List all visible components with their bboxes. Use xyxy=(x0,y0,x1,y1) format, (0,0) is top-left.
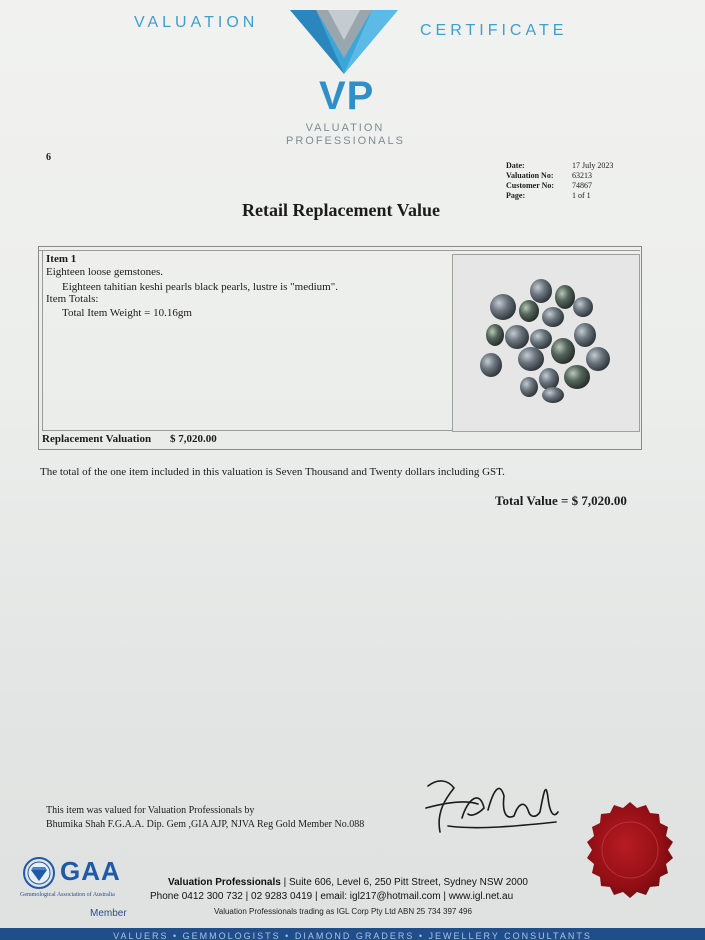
pearl-photo xyxy=(452,254,640,432)
logo-vp-letters: VP xyxy=(319,74,375,118)
footer-band-text: VALUERS • GEMMOLOGISTS • DIAMOND GRADERS • JEWELLERY CONSULTANTS xyxy=(113,931,592,940)
signature-image xyxy=(418,768,560,840)
page-number: 6 xyxy=(46,152,51,163)
gaa-subtitle: Gemmological Association of Australia xyxy=(20,892,115,898)
header-valuation-word: VALUATION xyxy=(134,14,259,31)
gaa-emblem-icon xyxy=(22,856,56,890)
diamond-logo-icon xyxy=(286,6,402,78)
summary-text: The total of the one item included in this valuation is Seven Thousand and Twenty dollars including GST. xyxy=(40,466,505,478)
contact-line-2: Phone 0412 300 732 | 02 9283 0419 | email: igl217@hotmail.com | www.igl.net.au xyxy=(150,891,514,902)
total-value: Total Value = $ 7,020.00 xyxy=(495,493,627,508)
meta-customer-no: Customer No: 74867 xyxy=(506,181,592,190)
valuer-line-1: This item was valued for Valuation Professionals by xyxy=(46,805,255,816)
meta-block xyxy=(506,161,613,201)
meta-valuation-no: Valuation No: 63213 xyxy=(506,171,592,180)
document-title: Retail Replacement Value xyxy=(242,200,440,220)
contact-line-3: Valuation Professionals trading as IGL Corp Pty Ltd ABN 25 734 397 496 xyxy=(214,907,472,916)
item-line-1: Eighteen loose gemstones. xyxy=(46,266,164,278)
valuer-line-2: Bhumika Shah F.G.A.A. Dip. Gem ,GIA AJP, NJVA Reg Gold Member No.088 xyxy=(46,819,365,830)
meta-page: Page: 1 of 1 xyxy=(506,191,591,200)
header-certificate-word: CERTIFICATE xyxy=(420,22,568,39)
item-line-3: Item Totals: xyxy=(46,293,99,305)
red-seal-icon xyxy=(580,800,680,900)
replacement-valuation-label: Replacement Valuation xyxy=(42,433,152,445)
footer-band xyxy=(0,928,705,940)
contact-address: | Suite 606, Level 6, 250 Pitt Street, Sydney NSW 2000 xyxy=(280,877,528,888)
logo-subtitle-line2: PROFESSIONALS xyxy=(286,135,405,147)
item-line-2: Eighteen tahitian keshi pearls black pearls, lustre is "medium". xyxy=(62,281,338,293)
pearls-image-icon xyxy=(453,255,639,431)
logo-subtitle xyxy=(286,122,404,148)
gaa-member-label: Member xyxy=(90,908,127,919)
item-box-top-rule xyxy=(38,250,640,251)
item-heading: Item 1 xyxy=(46,253,77,265)
contact-company: Valuation Professionals xyxy=(168,877,281,888)
item-line-4: Total Item Weight = 10.16gm xyxy=(62,307,192,319)
replacement-valuation-value: $ 7,020.00 xyxy=(170,433,217,445)
contact-line-1 xyxy=(168,877,528,888)
item-box-left-rule xyxy=(42,250,43,430)
meta-date: Date: 17 July 2023 xyxy=(506,161,614,170)
gaa-letters: GAA xyxy=(60,856,121,886)
logo-subtitle-line1: VALUATION xyxy=(305,122,385,134)
valuer-block xyxy=(46,804,364,832)
